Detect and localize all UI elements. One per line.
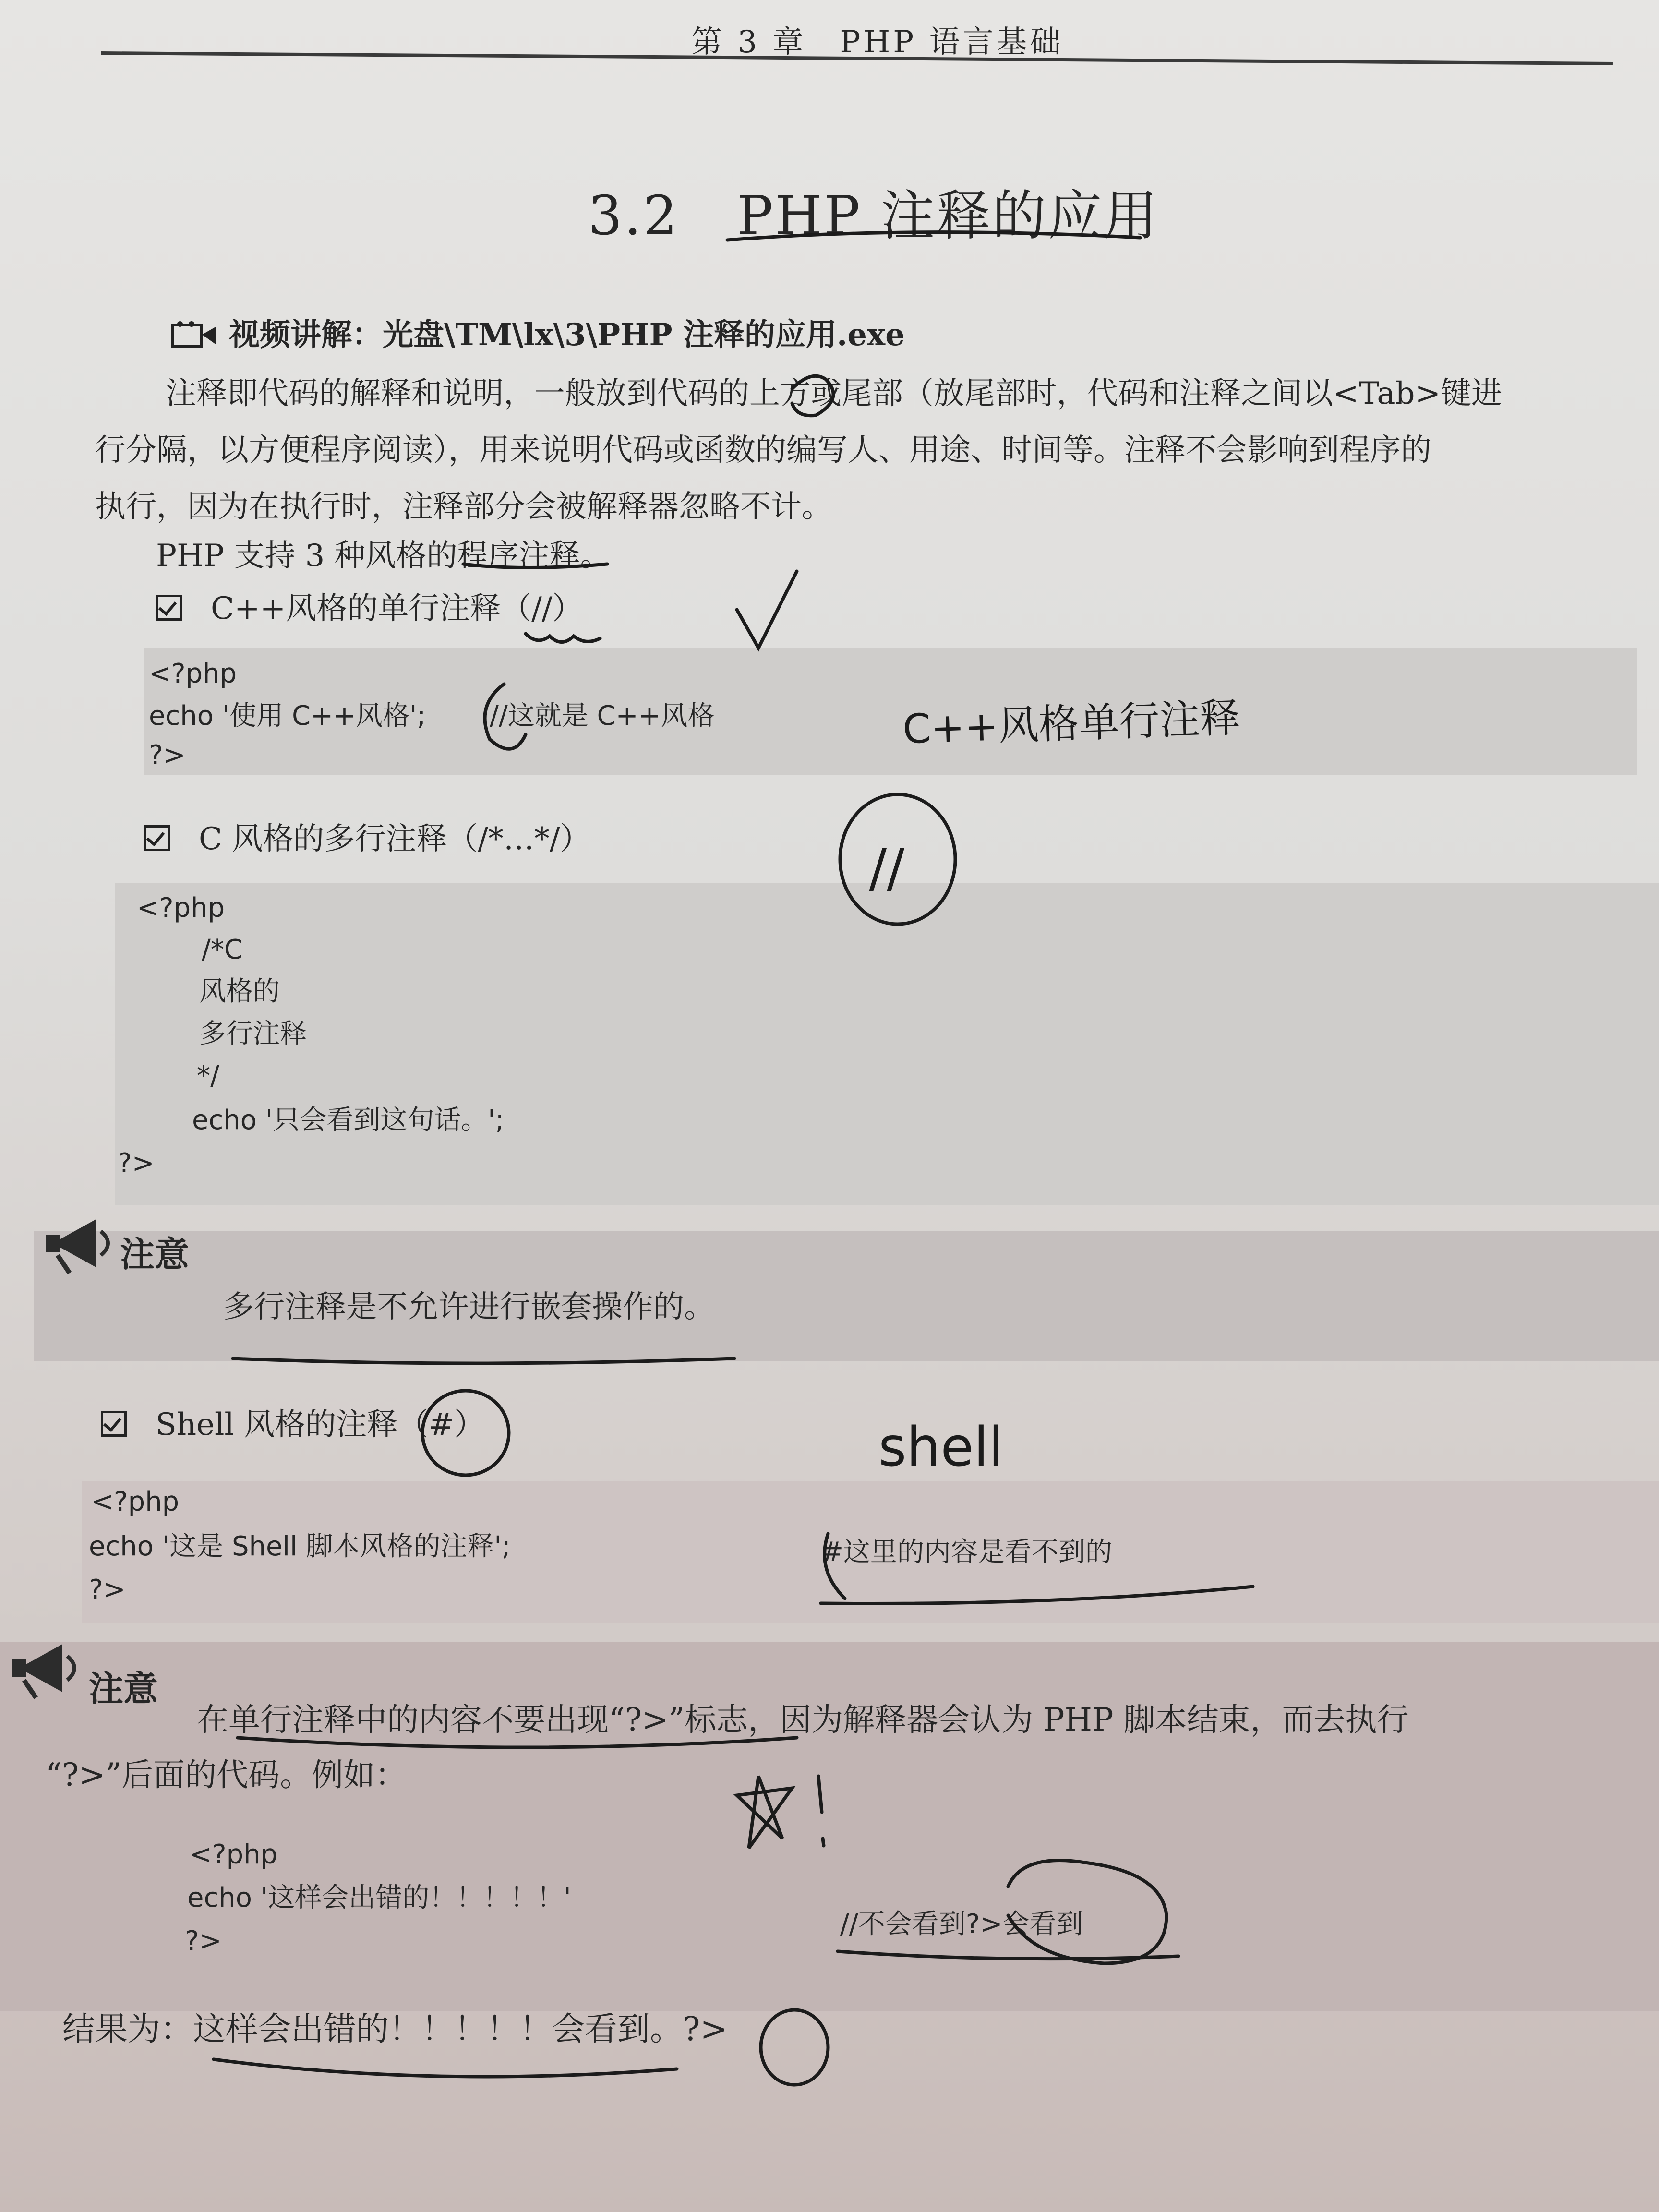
star-icon bbox=[737, 1776, 792, 1848]
code-comment: #这里的内容是看不到的 bbox=[821, 1537, 1112, 1568]
code-line: <?php bbox=[190, 1839, 278, 1870]
code-line: echo '这样会出错的！！！！！' bbox=[187, 1882, 571, 1913]
code-line: ?> bbox=[185, 1925, 222, 1957]
output-circle bbox=[1008, 1861, 1166, 1963]
code-line: <?php bbox=[91, 1486, 180, 1517]
styles-underline bbox=[463, 564, 607, 568]
code-line: echo '这是 Shell 脚本风格的注释'; bbox=[89, 1531, 511, 1562]
code-line: /*C bbox=[202, 934, 243, 965]
code-comment: //不会看到?>会看到 bbox=[840, 1909, 1083, 1940]
note2-line-1: 在单行注释中的内容不要出现“?>”标志，因为解释器会认为 PHP 脚本结束，而去执行 bbox=[197, 1701, 1409, 1738]
note1-text: 多行注释是不允许进行嵌套操作的。 bbox=[223, 1289, 715, 1325]
code-line: 风格的 bbox=[199, 976, 280, 1007]
style3-label: Shell 风格的注释（#） bbox=[156, 1407, 485, 1443]
section-title-text: PHP 注释的应用 bbox=[737, 185, 1160, 247]
shell-comment-underline bbox=[821, 1587, 1253, 1604]
handwritten-note: C++风格单行注释 bbox=[902, 694, 1241, 753]
code-line: echo '只会看到这句话。'; bbox=[192, 1105, 505, 1136]
comment-underline bbox=[838, 1951, 1178, 1959]
result-underline bbox=[214, 2059, 677, 2077]
code-comment: //这就是 C++风格 bbox=[490, 700, 715, 732]
style1-label: C++风格的单行注释（//） bbox=[211, 591, 583, 626]
note1-underline bbox=[233, 1358, 734, 1363]
hash-circle bbox=[422, 1391, 509, 1475]
section-number: 3.2 bbox=[588, 185, 680, 247]
exclamation-mark bbox=[818, 1776, 824, 1846]
checkmark-icon bbox=[737, 571, 797, 648]
code-line: <?php bbox=[149, 658, 237, 689]
intro-line-3: 执行，因为在执行时，注释部分会被解释器忽略不计。 bbox=[95, 489, 832, 525]
note2-underline bbox=[238, 1738, 797, 1747]
handwritten-note: shell bbox=[878, 1416, 1004, 1479]
code-line: ?> bbox=[149, 740, 186, 771]
note2-label: 注意 bbox=[89, 1669, 158, 1709]
code-line: <?php bbox=[137, 892, 225, 924]
title-underline bbox=[727, 232, 1140, 240]
style2-label: C 风格的多行注释（/*…*/） bbox=[199, 821, 591, 857]
code-line: echo '使用 C++风格'; bbox=[149, 700, 426, 732]
tag-circle bbox=[761, 2010, 828, 2085]
code-line: ?> bbox=[118, 1148, 155, 1179]
result-text: 这样会出错的！！！！！会看到。?> bbox=[193, 2010, 728, 2048]
note1-label: 注意 bbox=[120, 1234, 190, 1274]
running-head: 第 3 章 PHP 语言基础 bbox=[691, 24, 1064, 60]
comment-circle bbox=[485, 684, 526, 749]
intro-line-2: 行分隔，以方便程序阅读），用来说明代码或函数的编写人、用途、时间等。注释不会影响到程序的 bbox=[95, 433, 1431, 468]
video-text: 视频讲解：光盘\TM\lx\3\PHP 注释的应用.exe bbox=[229, 317, 905, 353]
wavy-underline bbox=[526, 634, 600, 642]
note2-line-2: “?>”后面的代码。例如： bbox=[46, 1756, 407, 1793]
styles-line: PHP 支持 3 种风格的程序注释。 bbox=[156, 538, 611, 574]
hash-mark bbox=[825, 1534, 845, 1599]
intro-line-1: 注释即代码的解释和说明，一般放到代码的上方或尾部（放尾部时，代码和注释之间以<Tab>键进 bbox=[166, 376, 1503, 411]
code-line: */ bbox=[197, 1060, 219, 1092]
code-line: ?> bbox=[89, 1574, 126, 1605]
upper-circle bbox=[792, 376, 833, 415]
handwritten-note: // bbox=[869, 838, 905, 899]
slash-circle bbox=[840, 794, 955, 924]
result-label: 结果为： bbox=[62, 2010, 193, 2048]
code-line: 多行注释 bbox=[199, 1018, 307, 1049]
